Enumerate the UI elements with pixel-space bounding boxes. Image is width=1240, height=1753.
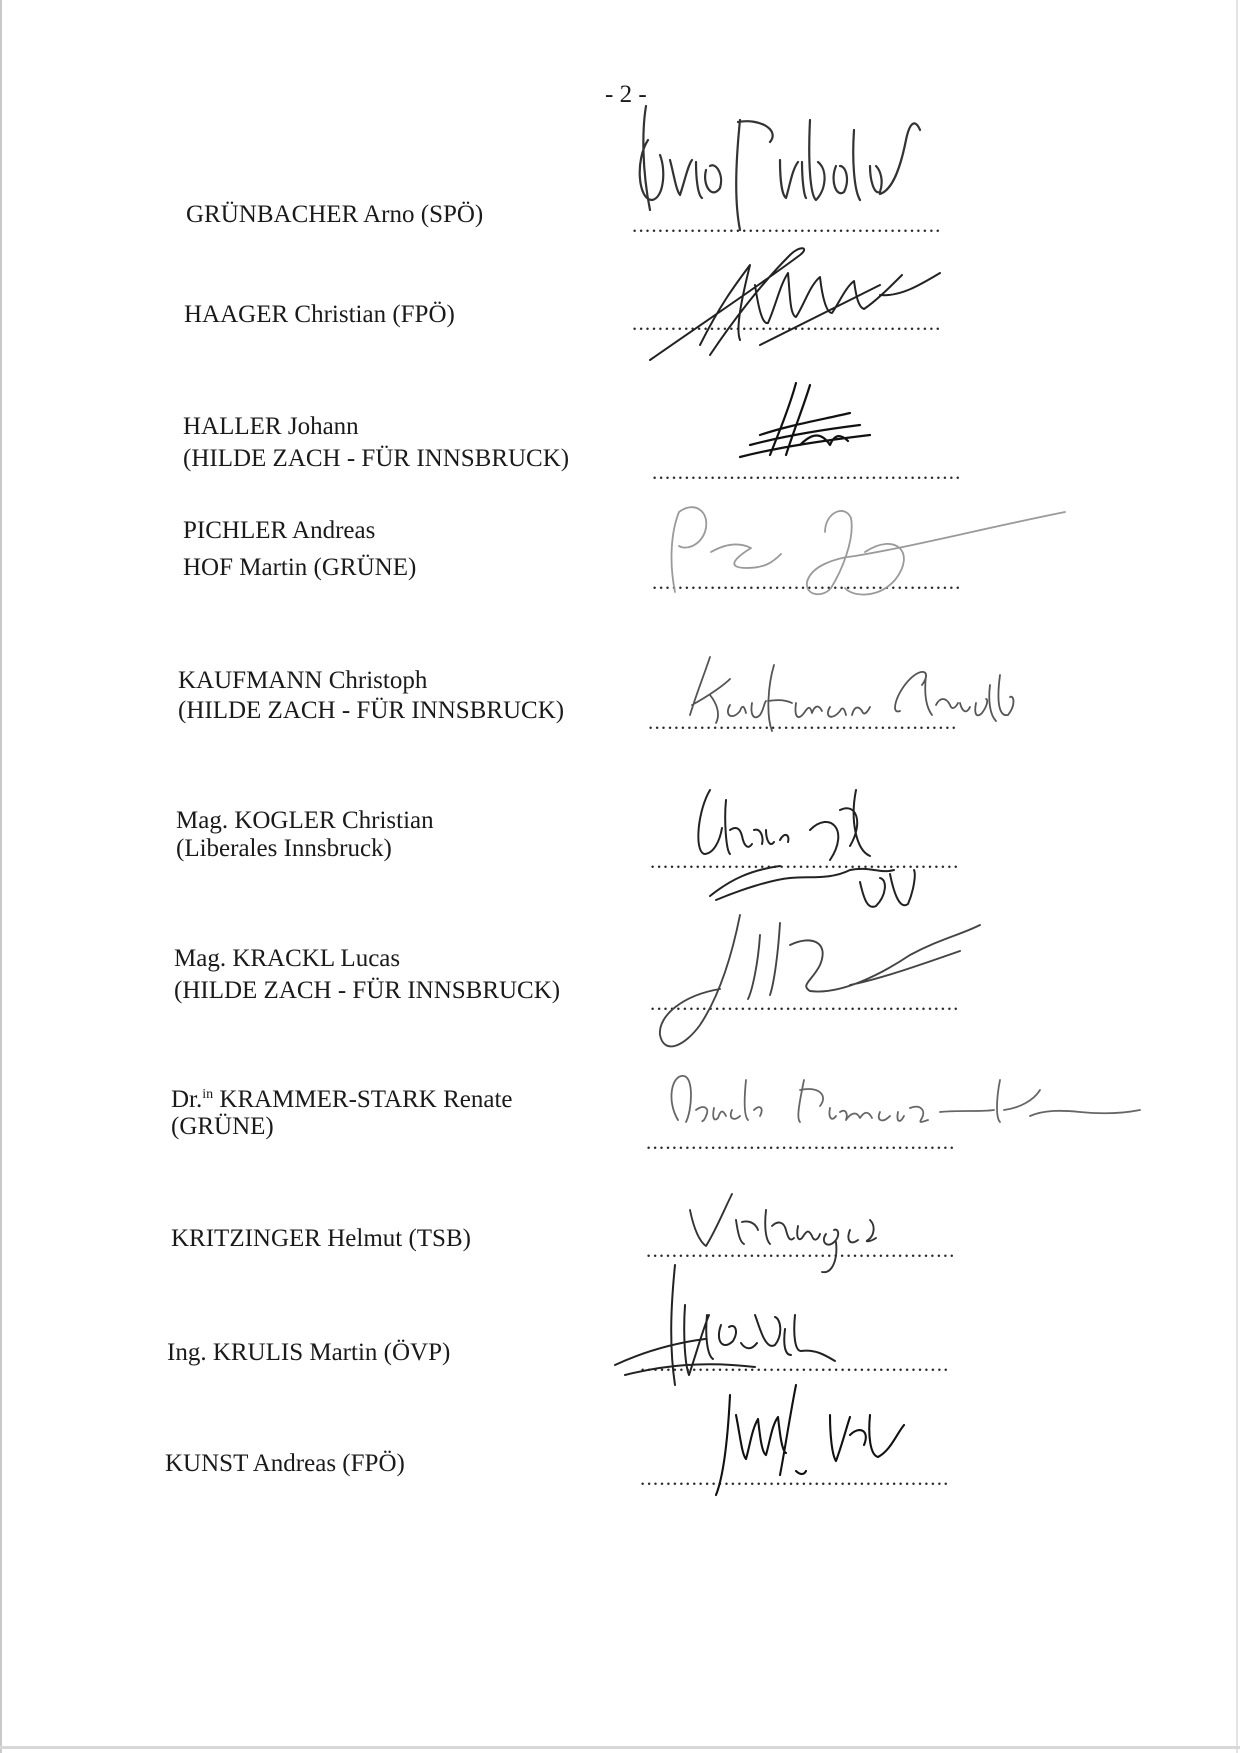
signatory-affiliation: (GRÜNE): [171, 1113, 274, 1140]
signatory-name: KRAMMER-STARK Renate: [219, 1086, 513, 1113]
signature-line: ................................................: [632, 215, 942, 235]
signatory-name: Ing. KRULIS Martin (ÖVP): [167, 1339, 451, 1366]
signatory-affiliation: (HILDE ZACH - FÜR INNSBRUCK): [174, 977, 561, 1004]
handwritten-signature: [730, 375, 880, 465]
signature-line: ................................................: [640, 1468, 950, 1488]
signatory-name: KUNST Andreas (FPÖ): [165, 1450, 405, 1477]
signatory-name: Mag. KRACKL Lucas: [174, 945, 401, 972]
signatory-name: HALLER Johann: [183, 413, 359, 440]
signatory-affiliation: (HILDE ZACH - FÜR INNSBRUCK): [178, 697, 565, 724]
signature-line: ................................................: [650, 851, 960, 871]
signatory-affiliation: (HILDE ZACH - FÜR INNSBRUCK): [183, 445, 570, 472]
signatory-prefix-superscript: in: [202, 1087, 214, 1102]
page-number: - 2 -: [605, 81, 647, 108]
signature-line: ................................................: [650, 993, 960, 1013]
handwritten-signature: [640, 225, 1030, 385]
handwritten-signature: [660, 1060, 1180, 1140]
signatory-name: Mag. KOGLER Christian: [176, 807, 434, 834]
signatory-name: HAAGER Christian (FPÖ): [184, 301, 455, 328]
signature-line: ................................................: [640, 1354, 950, 1374]
signature-line: ................................................: [652, 462, 962, 482]
signature-line: ................................................: [646, 1240, 956, 1260]
handwritten-signature: [640, 895, 1050, 1060]
signature-line: ................................................: [632, 313, 942, 333]
signatory-name-line: [171, 1085, 513, 1115]
handwritten-signature: [700, 1375, 930, 1505]
signatory-affiliation: (Liberales Innsbruck): [176, 835, 392, 862]
scan-edge-left: [0, 0, 2, 1753]
handwritten-signature: [670, 645, 1100, 740]
scan-edge-right: [1236, 0, 1238, 1753]
scan-edge-bottom: [0, 1746, 1240, 1749]
signature-line: ................................................: [648, 712, 958, 732]
signatory-prefix: Dr.: [171, 1086, 203, 1113]
signatory-name: KAUFMANN Christoph: [178, 667, 428, 694]
handwritten-signature: [655, 492, 1085, 622]
signature-line: ................................................: [652, 572, 962, 592]
handwritten-signature: [630, 100, 960, 240]
signature-line: ................................................: [646, 1132, 956, 1152]
signatory-affiliation: HOF Martin (GRÜNE): [183, 554, 417, 581]
signatory-name: KRITZINGER Helmut (TSB): [171, 1225, 471, 1252]
signatory-name: PICHLER Andreas: [183, 517, 376, 544]
signatory-name: GRÜNBACHER Arno (SPÖ): [186, 201, 484, 228]
